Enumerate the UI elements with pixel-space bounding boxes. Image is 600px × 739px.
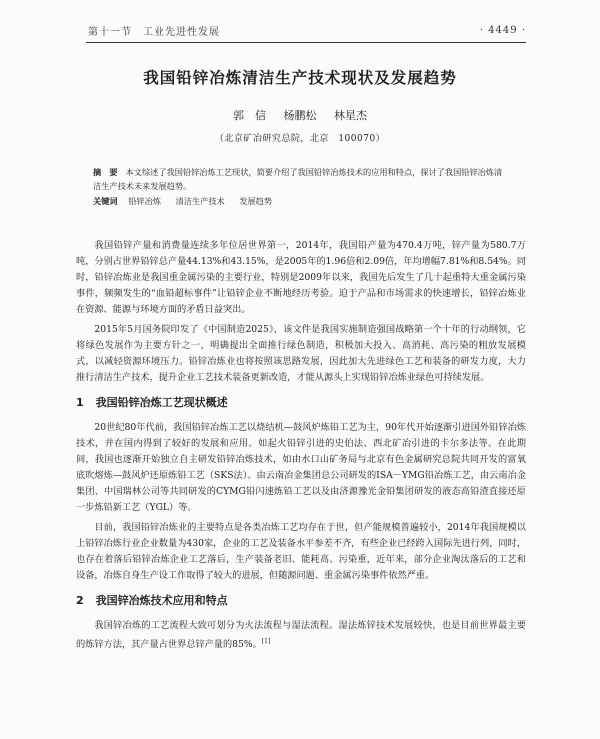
journal-section: 第十一节 工业先进性发展 <box>88 26 220 38</box>
keyword: 铅锌冶炼 <box>128 196 161 206</box>
abstract-block <box>93 165 508 208</box>
paragraph: 我国铅锌产量和消费量连续多年位居世界第一，2014年，我国铅产量为470.4万吨，锌产量为580.7万吨，分别占世界铅锌总产量44.13%和43.15%，是2005年的1.96倍和2.09倍，年均增幅7.81%和8.54%。同时，铅锌冶炼业是我国重金属污染的主要行业，特别是2009年以来，我国先后发生了几十起重特大重金属污染事件，频频发生的“血铅超标事件”让铅锌企业不断地经历考验。迫于产品和市场需求的快速增长，铅锌冶炼业在资源、能源与环境方面的矛盾日益突出。 <box>76 240 526 315</box>
author-name: 杨鹏松 <box>283 109 317 122</box>
paper-title: 我国铅锌冶炼清洁生产技术现状及发展趋势 <box>143 69 457 87</box>
abstract-label: 摘 要 <box>93 167 118 177</box>
section-heading <box>76 395 526 411</box>
page-number: · 4449 · <box>479 24 526 36</box>
paragraph: 20世纪80年代前，我国铅锌冶炼工艺以烧结机—鼓风炉炼铅工艺为主，90年代开始逐渐引进国外铅锌冶炼技术，并在国内得到了较好的发展和应用。如起火铅锌引进的史伯法、西北矿冶引进的卡尔多法等。在此期间，我国也逐渐开始独立自主研发铅锌冶炼技术，如由水口山矿务局与北京有色金属研究总院共同开发的富氧底吹熔炼—鼓风炉还原炼铅工艺（SKS法）。由云南冶金集团总公司研发的ISA－YMG铅冶炼工艺，由云南冶金集团、中国瑞林公司等共同研发的CYMG铅闪速炼铅工艺以及由济源豫光金铅集团研发的液态高铅渣直接还原一步炼铅新工艺（YGL）等。 <box>76 422 526 513</box>
affiliation: （北京矿冶研究总院，北京 100070） <box>214 134 386 144</box>
header-rule <box>86 42 526 43</box>
section-heading <box>76 593 526 609</box>
body-text <box>76 238 526 657</box>
abstract-text: 本文综述了我国铅锌冶炼工艺现状，简要介绍了我国铅锌冶炼技术的应用和特点，探讨了我国铅锌冶炼清洁生产技术未来发展趋势。 <box>93 167 503 191</box>
section-title: 我国锌冶炼技术应用和特点 <box>95 594 228 607</box>
paragraph <box>76 618 526 653</box>
keywords <box>93 194 508 208</box>
author-list <box>0 107 600 123</box>
paragraph: 目前，我国铅锌冶炼业的主要特点是各类冶炼工艺均存在于世，但产能规模普遍较小，2014年我国规模以上铅锌冶炼行业企业数量为430家，企业的工艺及装备水平参差不齐，有些企业已经跨入国际先进行列，同时，也存在着落后铅锌冶炼企业工艺落后，生产装备老旧、能耗高、污染重，近年来，部分企业淘汰落后的工艺和设备，冶炼自身生产设工作取得了较大的进展，但随源问题、重金属污染事件依然严重。 <box>76 522 526 581</box>
running-header <box>88 22 526 38</box>
author-name: 林星杰 <box>334 109 367 122</box>
paragraph-text: 我国锌冶炼的工艺流程大致可划分为火法流程与湿法流程。湿法炼锌技术发展较快，也是目前世界最主要的炼锌方法，其产量占世界总锌产量的85%。 <box>76 620 526 651</box>
citation: [1] <box>261 638 271 645</box>
keyword: 清洁生产技术 <box>175 196 225 206</box>
paragraph: 2015年5月国务院印发了《中国制造2025》，该文件是我国实施制造强国战略第一个十年的行动纲领，它将绿色发展作为主要方针之一，明确提出全面推行绿色制造，积极加大投入、高消耗、高污染的粗放发展模式，以减轻资源环境压力。铅锌冶炼业也将按照该思路发展，因此加大先进绿色工艺和装备的研发力度，大力推行清洁生产技术，提升企业工艺技术装备更新改造，才能从源头上实现铅锌冶炼业绿色可持续发展。 <box>76 324 526 383</box>
section-title: 我国铅锌冶炼工艺现状概述 <box>95 396 228 409</box>
author-name: 郭 信 <box>233 109 266 122</box>
section-number: 1 <box>76 396 84 409</box>
keyword: 发展趋势 <box>239 196 273 206</box>
keywords-label: 关键词 <box>93 196 118 206</box>
section-number: 2 <box>76 594 84 607</box>
